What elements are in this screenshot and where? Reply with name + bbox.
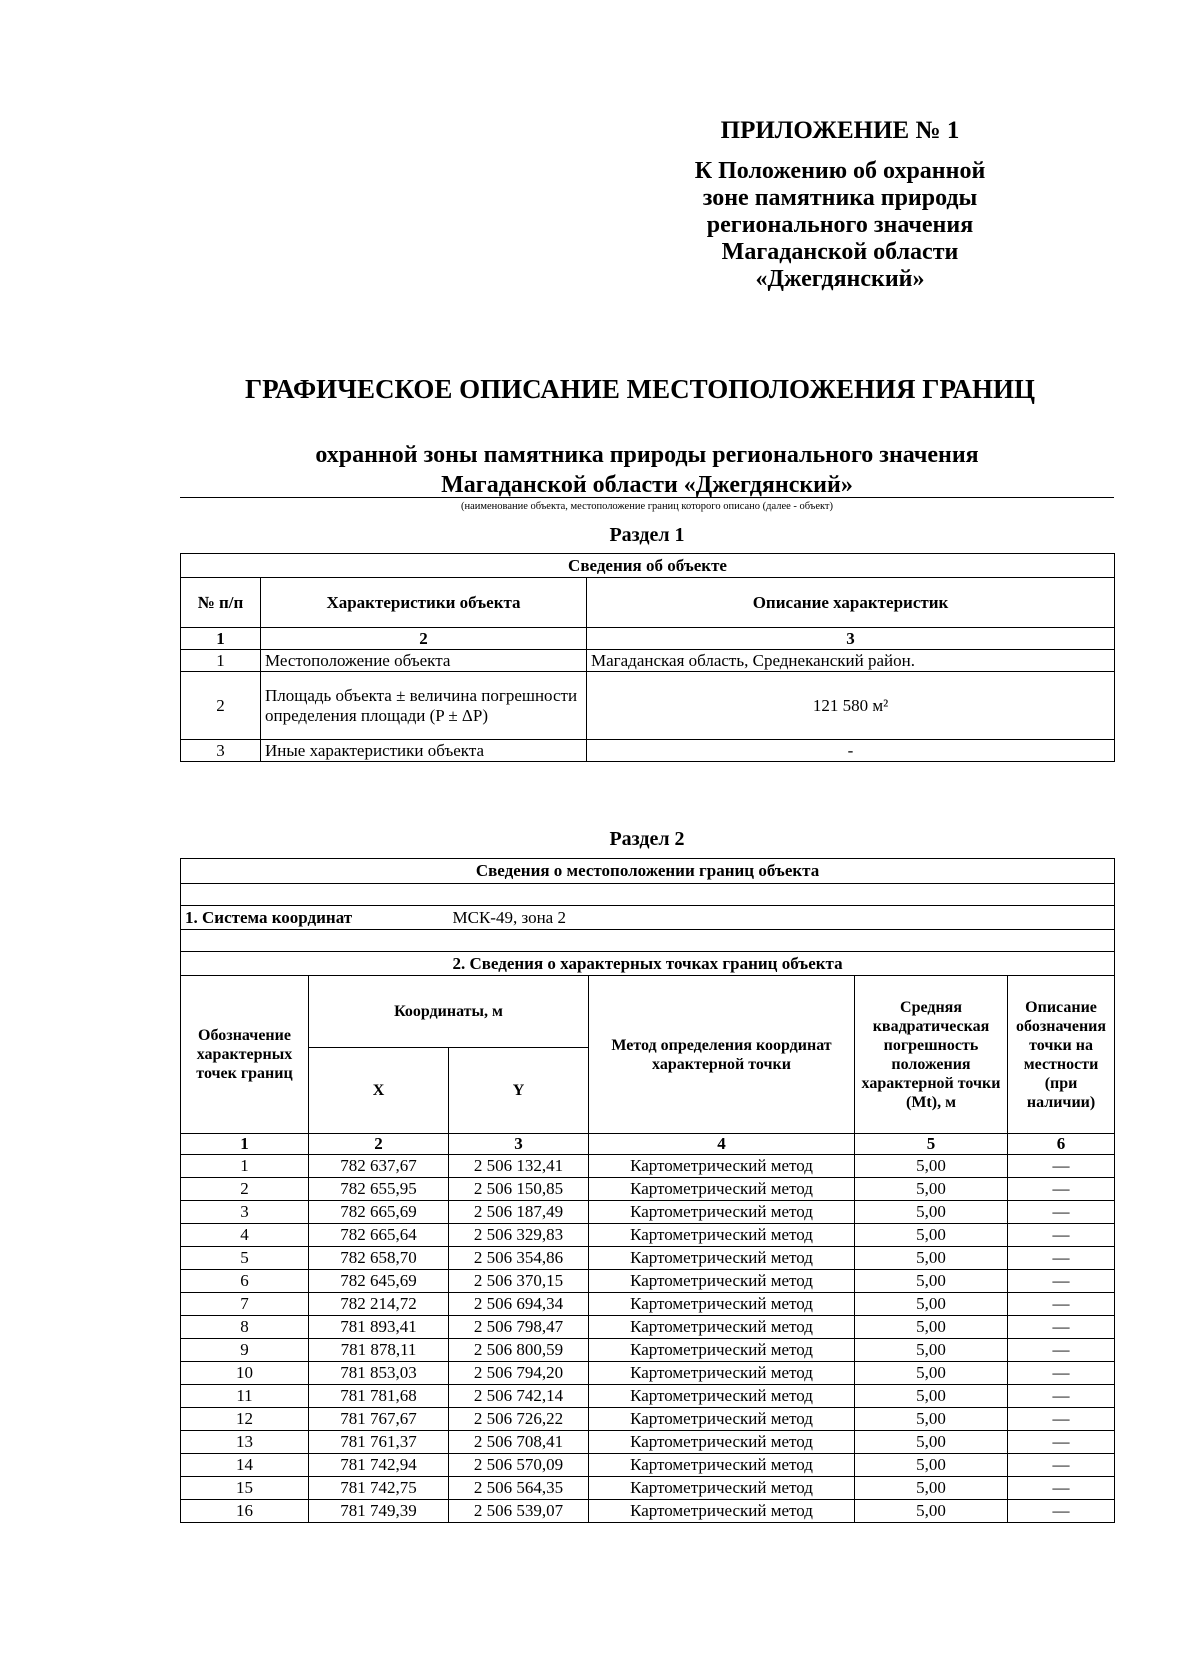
- point-y: 2 506 708,41: [449, 1431, 589, 1454]
- appendix-line: Магаданской области: [721, 239, 959, 265]
- point-y: 2 506 187,49: [449, 1201, 589, 1224]
- column-number: 1: [181, 628, 261, 650]
- point-method: Картометрический метод: [589, 1155, 855, 1178]
- point-x: 781 853,03: [309, 1362, 449, 1385]
- point-x: 781 742,75: [309, 1477, 449, 1500]
- table-row: [181, 1339, 1115, 1362]
- point-number: 8: [181, 1316, 309, 1339]
- table-row: [181, 1247, 1115, 1270]
- point-error: 5,00: [855, 1155, 1008, 1178]
- point-number: 4: [181, 1224, 309, 1247]
- table-row: [181, 1454, 1115, 1477]
- table-row: [181, 1155, 1115, 1178]
- header-point-description: Описание обозначения точки на местности (при наличии): [1008, 976, 1115, 1134]
- point-x: 782 665,64: [309, 1224, 449, 1247]
- row-value: 121 580 м²: [587, 672, 1115, 740]
- header-coordinates: Координаты, м: [309, 976, 589, 1048]
- point-y: 2 506 564,35: [449, 1477, 589, 1500]
- point-method: Картометрический метод: [589, 1500, 855, 1523]
- point-error: 5,00: [855, 1224, 1008, 1247]
- point-method: Картометрический метод: [589, 1270, 855, 1293]
- object-name-line: охранной зоны памятника природы регионального значения: [315, 442, 979, 468]
- boundary-points-table: [180, 858, 1115, 1523]
- row-characteristic: Местоположение объекта: [261, 650, 587, 672]
- coord-system-label: 1. Система координат: [181, 906, 449, 930]
- column-number: 6: [1008, 1134, 1115, 1155]
- point-description: —: [1008, 1362, 1115, 1385]
- point-error: 5,00: [855, 1316, 1008, 1339]
- point-y: 2 506 742,14: [449, 1385, 589, 1408]
- table-row: [181, 1270, 1115, 1293]
- point-y: 2 506 798,47: [449, 1316, 589, 1339]
- point-number: 15: [181, 1477, 309, 1500]
- point-x: 781 878,11: [309, 1339, 449, 1362]
- appendix-line: зоне памятника природы: [702, 185, 978, 211]
- points-body: [181, 1155, 1115, 1523]
- point-method: Картометрический метод: [589, 1247, 855, 1270]
- header-method: Метод определения координат характерной точки: [589, 976, 855, 1134]
- table-row: [181, 740, 1115, 762]
- point-description: —: [1008, 1454, 1115, 1477]
- point-y: 2 506 370,15: [449, 1270, 589, 1293]
- point-number: 2: [181, 1178, 309, 1201]
- column-number: 1: [181, 1134, 309, 1155]
- point-error: 5,00: [855, 1362, 1008, 1385]
- table-row: [181, 1385, 1115, 1408]
- table-row: [181, 1178, 1115, 1201]
- column-number: 2: [309, 1134, 449, 1155]
- point-method: Картометрический метод: [589, 1454, 855, 1477]
- point-x: 782 658,70: [309, 1247, 449, 1270]
- object-info-table: [180, 553, 1115, 762]
- point-error: 5,00: [855, 1454, 1008, 1477]
- page-title: ГРАФИЧЕСКОЕ ОПИСАНИЕ МЕСТОПОЛОЖЕНИЯ ГРАНИЦ: [244, 374, 1036, 404]
- point-method: Картометрический метод: [589, 1477, 855, 1500]
- point-y: 2 506 726,22: [449, 1408, 589, 1431]
- point-number: 11: [181, 1385, 309, 1408]
- point-description: —: [1008, 1293, 1115, 1316]
- object-name-line: Магаданской области «Джегдянский»: [441, 472, 853, 498]
- header-y: Y: [449, 1048, 589, 1134]
- table-row: [181, 1477, 1115, 1500]
- point-y: 2 506 794,20: [449, 1362, 589, 1385]
- point-error: 5,00: [855, 1339, 1008, 1362]
- point-error: 5,00: [855, 1178, 1008, 1201]
- header-characteristic: Характеристики объекта: [261, 578, 587, 628]
- column-number: 2: [261, 628, 587, 650]
- row-characteristic: Иные характеристики объекта: [261, 740, 587, 762]
- header-x: X: [309, 1048, 449, 1134]
- point-description: —: [1008, 1500, 1115, 1523]
- point-description: —: [1008, 1155, 1115, 1178]
- object-name: [180, 440, 1114, 500]
- section1-caption: Сведения об объекте: [181, 554, 1115, 578]
- point-method: Картометрический метод: [589, 1201, 855, 1224]
- point-y: 2 506 329,83: [449, 1224, 589, 1247]
- point-x: 782 655,95: [309, 1178, 449, 1201]
- object-name-underline: [180, 497, 1114, 498]
- row-number: 2: [181, 672, 261, 740]
- point-x: 782 637,67: [309, 1155, 449, 1178]
- point-y: 2 506 570,09: [449, 1454, 589, 1477]
- point-y: 2 506 800,59: [449, 1339, 589, 1362]
- point-description: —: [1008, 1408, 1115, 1431]
- table-row: [181, 1362, 1115, 1385]
- spacer-row: [181, 930, 1115, 952]
- column-number: 3: [587, 628, 1115, 650]
- point-number: 16: [181, 1500, 309, 1523]
- point-method: Картометрический метод: [589, 1339, 855, 1362]
- point-description: —: [1008, 1247, 1115, 1270]
- column-number: 5: [855, 1134, 1008, 1155]
- point-x: 782 665,69: [309, 1201, 449, 1224]
- row-number: 1: [181, 650, 261, 672]
- header-number: № п/п: [181, 578, 261, 628]
- point-number: 9: [181, 1339, 309, 1362]
- point-x: 781 893,41: [309, 1316, 449, 1339]
- coord-system-value: МСК-49, зона 2: [449, 906, 1115, 930]
- table-row: [181, 1201, 1115, 1224]
- column-number: 3: [449, 1134, 589, 1155]
- point-number: 12: [181, 1408, 309, 1431]
- point-method: Картометрический метод: [589, 1431, 855, 1454]
- point-description: —: [1008, 1224, 1115, 1247]
- table-row: [181, 1500, 1115, 1523]
- points-caption: 2. Сведения о характерных точках границ объекта: [181, 952, 1115, 976]
- point-error: 5,00: [855, 1431, 1008, 1454]
- point-number: 13: [181, 1431, 309, 1454]
- point-description: —: [1008, 1385, 1115, 1408]
- row-value: -: [587, 740, 1115, 762]
- section2-title: Раздел 2: [609, 828, 685, 850]
- table-row: [181, 1431, 1115, 1454]
- appendix-line: регионального значения: [706, 212, 974, 238]
- header-description: Описание характеристик: [587, 578, 1115, 628]
- point-y: 2 506 539,07: [449, 1500, 589, 1523]
- point-number: 3: [181, 1201, 309, 1224]
- point-description: —: [1008, 1201, 1115, 1224]
- point-description: —: [1008, 1270, 1115, 1293]
- point-x: 782 645,69: [309, 1270, 449, 1293]
- point-y: 2 506 150,85: [449, 1178, 589, 1201]
- point-description: —: [1008, 1316, 1115, 1339]
- point-y: 2 506 132,41: [449, 1155, 589, 1178]
- table-row: [181, 650, 1115, 672]
- point-x: 781 761,37: [309, 1431, 449, 1454]
- point-method: Картометрический метод: [589, 1408, 855, 1431]
- point-y: 2 506 354,86: [449, 1247, 589, 1270]
- point-number: 14: [181, 1454, 309, 1477]
- section2-caption: Сведения о местоположении границ объекта: [181, 859, 1115, 884]
- point-number: 7: [181, 1293, 309, 1316]
- point-method: Картометрический метод: [589, 1316, 855, 1339]
- point-description: —: [1008, 1477, 1115, 1500]
- point-error: 5,00: [855, 1247, 1008, 1270]
- section1-title: Раздел 1: [609, 524, 685, 546]
- appendix-line: К Положению об охранной: [694, 158, 986, 184]
- point-description: —: [1008, 1178, 1115, 1201]
- point-error: 5,00: [855, 1270, 1008, 1293]
- point-x: 781 767,67: [309, 1408, 449, 1431]
- table-row: [181, 1408, 1115, 1431]
- appendix-title: ПРИЛОЖЕНИЕ № 1: [720, 117, 960, 144]
- header-designation: Обозначение характерных точек границ: [181, 976, 309, 1134]
- point-method: Картометрический метод: [589, 1362, 855, 1385]
- point-method: Картометрический метод: [589, 1224, 855, 1247]
- row-value: Магаданская область, Среднеканский район.: [587, 650, 1115, 672]
- point-description: —: [1008, 1339, 1115, 1362]
- row-characteristic: Площадь объекта ± величина погрешности определения площади (P ± ΔP): [261, 672, 587, 740]
- point-error: 5,00: [855, 1201, 1008, 1224]
- point-x: 781 749,39: [309, 1500, 449, 1523]
- point-number: 1: [181, 1155, 309, 1178]
- row-number: 3: [181, 740, 261, 762]
- point-error: 5,00: [855, 1500, 1008, 1523]
- spacer-row: [181, 884, 1115, 906]
- table-row: [181, 1224, 1115, 1247]
- point-description: —: [1008, 1431, 1115, 1454]
- point-y: 2 506 694,34: [449, 1293, 589, 1316]
- point-error: 5,00: [855, 1408, 1008, 1431]
- point-number: 5: [181, 1247, 309, 1270]
- column-number: 4: [589, 1134, 855, 1155]
- point-x: 782 214,72: [309, 1293, 449, 1316]
- point-x: 781 781,68: [309, 1385, 449, 1408]
- point-method: Картометрический метод: [589, 1385, 855, 1408]
- point-number: 10: [181, 1362, 309, 1385]
- point-error: 5,00: [855, 1293, 1008, 1316]
- appendix-block: [660, 116, 1020, 293]
- point-method: Картометрический метод: [589, 1293, 855, 1316]
- point-error: 5,00: [855, 1477, 1008, 1500]
- point-method: Картометрический метод: [589, 1178, 855, 1201]
- table-row: [181, 1316, 1115, 1339]
- point-number: 6: [181, 1270, 309, 1293]
- point-error: 5,00: [855, 1385, 1008, 1408]
- appendix-line: «Джегдянский»: [755, 266, 925, 292]
- header-error: Средняя квадратическая погрешность положения характерной точки (Mt), м: [855, 976, 1008, 1134]
- point-x: 781 742,94: [309, 1454, 449, 1477]
- table-row: [181, 672, 1115, 740]
- table-row: [181, 1293, 1115, 1316]
- object-name-note: (наименование объекта, местоположение границ которого описано (далее - объект): [460, 501, 834, 512]
